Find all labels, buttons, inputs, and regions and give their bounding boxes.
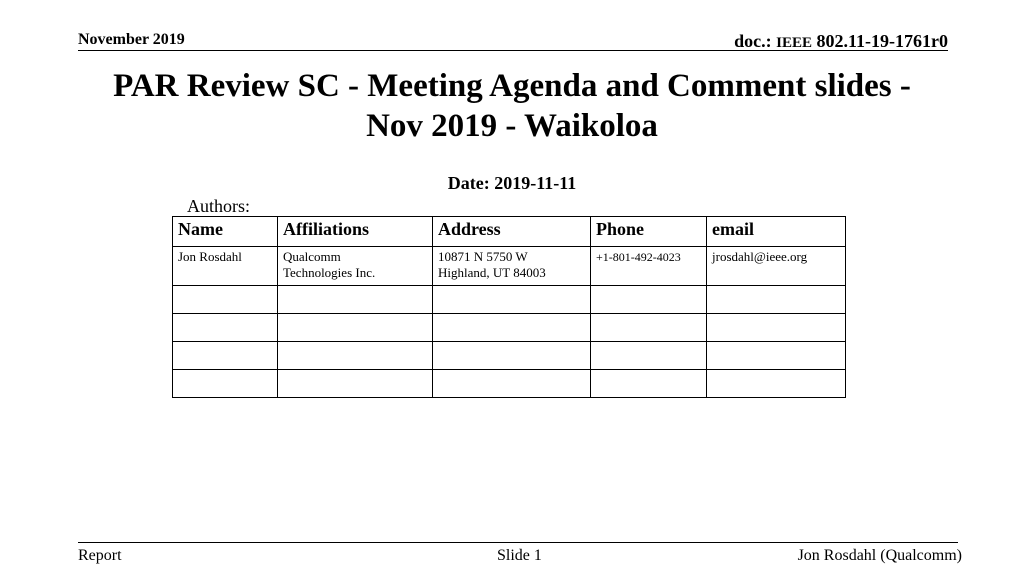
table-header-row (173, 217, 846, 247)
authors-table (172, 216, 846, 398)
author-affiliation (278, 247, 433, 286)
column-header-affiliations: Affiliations (278, 217, 433, 247)
affiliation-line-1: Qualcomm (283, 249, 341, 264)
column-header-name: Name (173, 217, 278, 247)
column-header-address: Address (433, 217, 591, 247)
footer-divider (78, 542, 958, 543)
footer-left: Report (78, 547, 122, 564)
table-row-empty (173, 314, 846, 342)
authors-label: Authors: (187, 196, 250, 216)
column-header-email: email (707, 217, 846, 247)
address-line-1: 10871 N 5750 W (438, 249, 528, 264)
column-header-phone: Phone (591, 217, 707, 247)
affiliation-line-2: Technologies Inc. (283, 265, 376, 280)
table-row (173, 247, 846, 286)
header-divider (78, 50, 948, 51)
header-doc-id (734, 31, 948, 52)
slide-date: Date: 2019-11-11 (447, 173, 577, 193)
author-name: Jon Rosdahl (173, 247, 278, 286)
author-phone: +1-801-492-4023 (591, 247, 707, 286)
doc-org: IEEE (776, 35, 813, 51)
address-line-2: Highland, UT 84003 (438, 265, 546, 280)
author-address (433, 247, 591, 286)
table-row-empty (173, 342, 846, 370)
slide-title-line-2: Nov 2019 - Waikoloa (366, 108, 658, 144)
slide-title (60, 66, 964, 146)
author-email: jrosdahl@ieee.org (707, 247, 846, 286)
table-row-empty (173, 286, 846, 314)
table-row-empty (173, 370, 846, 398)
doc-number: 802.11-19-1761r0 (816, 31, 948, 51)
doc-prefix: doc.: (734, 31, 772, 51)
footer-slide-number: Slide 1 (497, 547, 542, 564)
slide-title-line-1: PAR Review SC - Meeting Agenda and Comment slides - (113, 68, 911, 104)
footer-author: Jon Rosdahl (Qualcomm) (797, 547, 962, 564)
header-date: November 2019 (78, 31, 185, 48)
